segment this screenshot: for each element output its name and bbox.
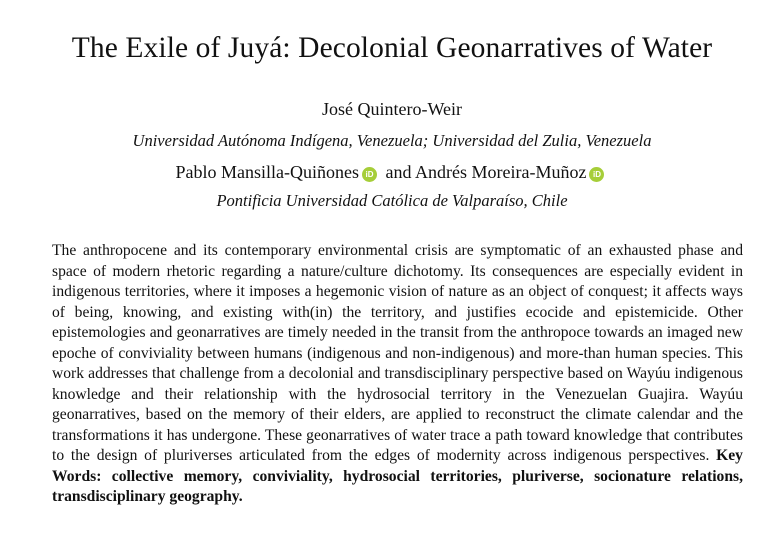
affiliation-quintero-weir: Universidad Autónoma Indígena, Venezuela; Universidad del Zulia, Venezuela bbox=[132, 131, 652, 150]
author-line-1 bbox=[0, 99, 784, 120]
author-mansilla-quinones: Pablo Mansilla-Quiñones bbox=[175, 162, 359, 182]
paper-title: The Exile of Juyá: Decolonial Geonarratives of Water bbox=[71, 32, 713, 64]
abstract bbox=[52, 241, 743, 508]
author-line-2 bbox=[0, 162, 784, 183]
orcid-icon[interactable]: iD bbox=[589, 167, 604, 182]
author-conjunction: and bbox=[385, 162, 412, 182]
key-words: Key Words: collective memory, conviviality, hydrosocial territories, pluriverse, socionature relations, transdisciplinary geography. bbox=[52, 447, 743, 505]
author-quintero-weir: José Quintero-Weir bbox=[321, 99, 462, 119]
author-moreira-munoz: Andrés Moreira-Muñoz bbox=[415, 162, 587, 182]
abstract-text: The anthropocene and its contemporary environmental crisis are symptomatic of an exhausted phase and space of modern rhetoric regarding a nature/culture dichotomy. Its consequences are especially evident in indigenous territories, where it imposes a hegemonic vision of nature as an object of conquest; it affects ways of being, knowing, and existing with(in) the territory, and justifies ecocide and epistemicide. Other epistemologies and geonarratives are timely needed in the transit from the anthropoce towards an imaged new epoche of conviviality between humans (indigenous and non-indigenous) and more-than human species. This work addresses that challenge from a decolonial and transdisciplinary perspective based on Wayúu indigenous knowledge and their relationship with the hydrosocial territory in the Venezuelan Guajira. Wayúu geonarratives, based on the memory of their elders, are applied to reconstruct the climate calendar and the transformations it has undergone. These geonarratives of water trace a path toward knowledge that contributes to the design of pluriverses articulated from the edges of modernity across indigenous perspectives. bbox=[52, 242, 743, 464]
orcid-icon[interactable]: iD bbox=[362, 167, 377, 182]
affiliation-valparaiso: Pontificia Universidad Católica de Valparaíso, Chile bbox=[216, 191, 568, 210]
